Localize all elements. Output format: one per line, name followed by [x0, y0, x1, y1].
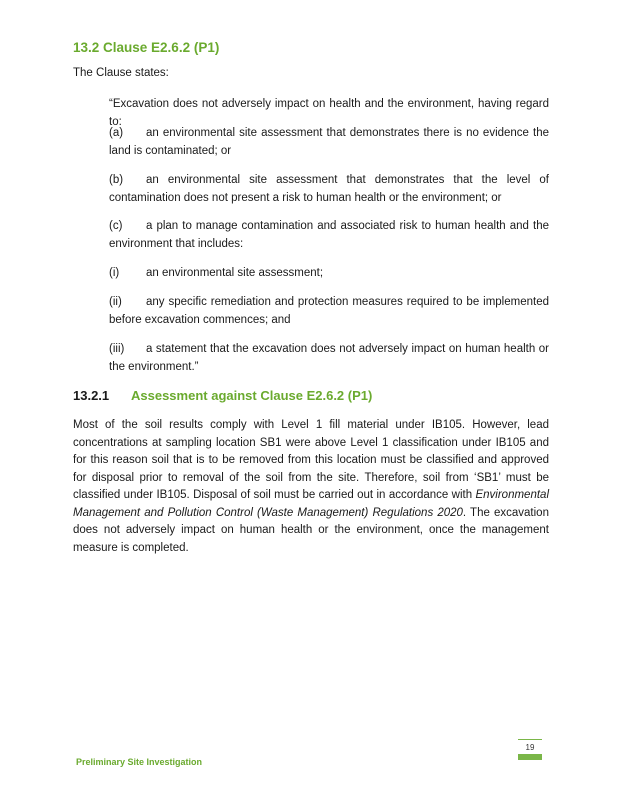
- quote-item-text: an environmental site assessment;: [146, 267, 324, 279]
- quote-item-a: [109, 125, 549, 160]
- quote-item-text: any specific remediation and protection measures required to be implemented before excavation commences; and: [109, 296, 549, 326]
- subsection-heading: [73, 388, 372, 403]
- quote-item-ii: [109, 294, 549, 329]
- quote-item-c: [109, 218, 549, 253]
- quote-item-label: (b): [109, 174, 124, 186]
- page-number-bar: [518, 754, 542, 760]
- quote-item-i: [109, 265, 549, 283]
- quote-item-text: a plan to manage contamination and associated risk to human health and the environment that includes:: [109, 220, 549, 250]
- quote-item-iii: [109, 341, 549, 376]
- footer-document-title: Preliminary Site Investigation: [76, 757, 203, 767]
- paragraph-text-end: . The excavation does not adversely impact on human health or the environment, once the management measure is completed.: [73, 506, 549, 554]
- section-intro: The Clause states:: [73, 67, 169, 79]
- subsection-title: Assessment against Clause E2.6.2 (P1): [131, 388, 373, 403]
- page-number: 19: [518, 739, 542, 752]
- paragraph-text-start: Most of the soil results comply with Level 1 fill material under IB105. However, lead concentrations at sampling location SB1 were above Level 1 classification under IB105 and for this reason soil that is to be removed from this location must be classified and approved for disposal prior to removal of the soil from the site. Therefore, soil from ‘SB1’ must be classified under IB105. Disposal of soil must be carried out in accordance with: [73, 419, 549, 501]
- quote-item-b: [109, 172, 549, 207]
- quote-item-label: (a): [109, 127, 124, 139]
- quote-item-label: (ii): [109, 296, 122, 308]
- assessment-paragraph: [73, 417, 549, 557]
- quote-item-label: (c): [109, 220, 123, 232]
- quote-item-label: (i): [109, 267, 120, 279]
- quote-item-text: an environmental site assessment that demonstrates that the level of contamination does not present a risk to human health or the environment; or: [109, 174, 549, 204]
- section-heading: 13.2 Clause E2.6.2 (P1): [73, 40, 220, 55]
- subsection-number: 13.2.1: [73, 388, 110, 403]
- quote-item-label: (iii): [109, 343, 125, 355]
- quote-opening: “Excavation does not adversely impact on health and the environment, having regard to:: [109, 98, 549, 128]
- regulation-title: Environmental Management and Pollution Control (Waste Management) Regulations 2020: [73, 489, 549, 519]
- quote-item-text: a statement that the excavation does not adversely impact on human health or the environment.”: [109, 343, 549, 373]
- quote-item-text: an environmental site assessment that demonstrates there is no evidence the land is contaminated; or: [109, 127, 549, 157]
